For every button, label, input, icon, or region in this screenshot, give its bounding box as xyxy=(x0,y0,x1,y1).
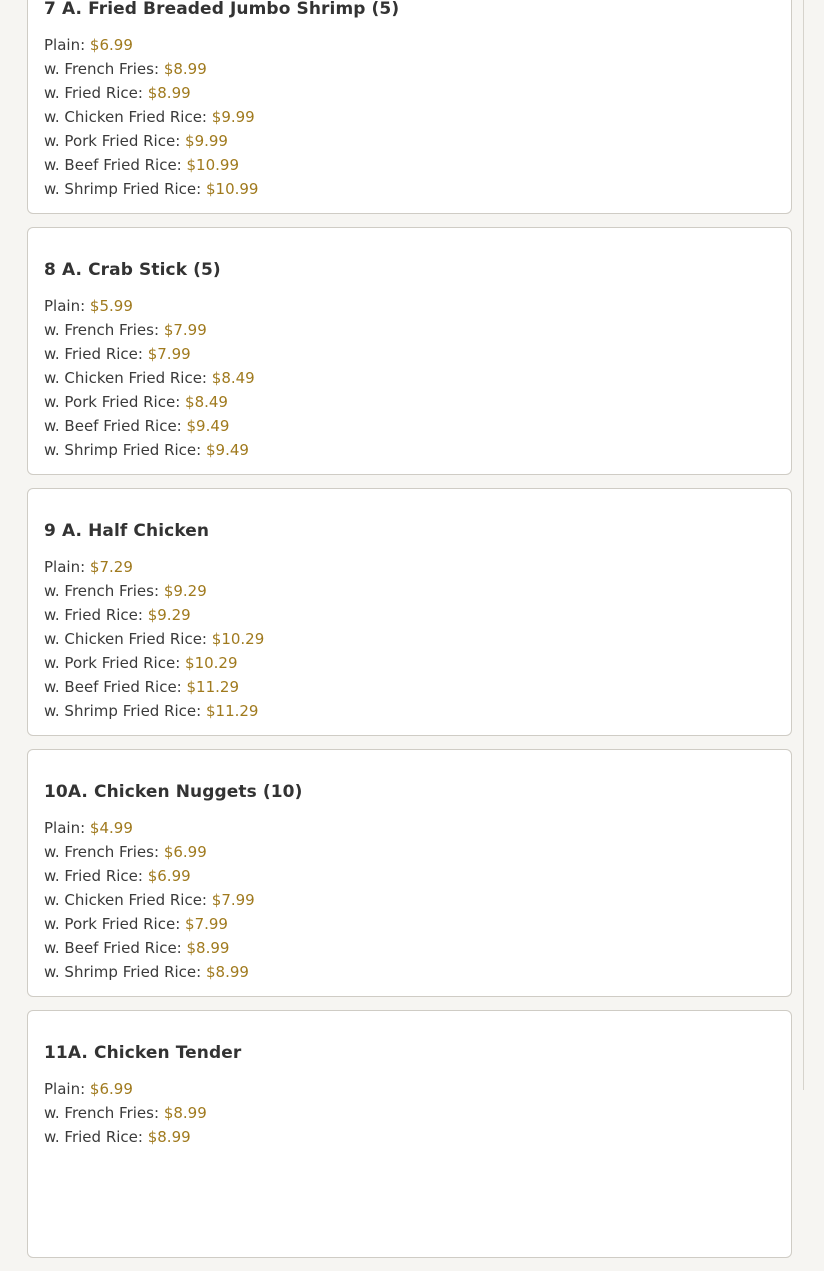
option-label: w. Shrimp Fried Rice: xyxy=(44,963,202,981)
option-price: $10.29 xyxy=(211,630,265,648)
option-label: w. Shrimp Fried Rice: xyxy=(44,702,202,720)
option-label: w. Pork Fried Rice: xyxy=(44,393,181,411)
option-price: $7.99 xyxy=(211,891,255,909)
price-option[interactable] xyxy=(44,912,775,936)
option-label: Plain: xyxy=(44,297,86,315)
option-label: w. Chicken Fried Rice: xyxy=(44,369,207,387)
price-option[interactable] xyxy=(44,129,775,153)
price-option[interactable] xyxy=(44,177,775,201)
option-label: Plain: xyxy=(44,819,86,837)
menu-item-title: 11A. Chicken Tender xyxy=(44,1043,242,1063)
option-price: $8.99 xyxy=(186,939,230,957)
price-option[interactable] xyxy=(44,864,775,888)
option-label: w. Pork Fried Rice: xyxy=(44,132,181,150)
option-label: w. Chicken Fried Rice: xyxy=(44,630,207,648)
option-label: w. Beef Fried Rice: xyxy=(44,678,182,696)
price-option[interactable] xyxy=(44,33,775,57)
price-option[interactable] xyxy=(44,816,775,840)
price-option[interactable] xyxy=(44,579,775,603)
option-price: $9.29 xyxy=(147,606,191,624)
price-option[interactable] xyxy=(44,81,775,105)
option-label: w. French Fries: xyxy=(44,582,160,600)
option-price: $7.99 xyxy=(185,915,228,933)
option-price: $7.99 xyxy=(147,345,191,363)
option-price: $8.99 xyxy=(147,1128,191,1146)
price-option[interactable] xyxy=(44,627,775,651)
price-option[interactable] xyxy=(44,153,775,177)
menu-item-card[interactable] xyxy=(27,488,792,736)
price-option[interactable] xyxy=(44,1101,775,1125)
option-label: w. French Fries: xyxy=(44,1104,160,1122)
option-price: $5.99 xyxy=(89,297,133,315)
price-option[interactable] xyxy=(44,675,775,699)
option-price: $7.29 xyxy=(89,558,133,576)
price-option[interactable] xyxy=(44,105,775,129)
price-option[interactable] xyxy=(44,342,775,366)
menu-item-title: 8 A. Crab Stick (5) xyxy=(44,260,221,280)
price-list xyxy=(44,33,775,201)
option-price: $6.99 xyxy=(89,1080,133,1098)
price-option[interactable] xyxy=(44,840,775,864)
price-option[interactable] xyxy=(44,936,775,960)
option-price: $9.49 xyxy=(186,417,230,435)
option-label: w. French Fries: xyxy=(44,843,160,861)
option-label: Plain: xyxy=(44,558,86,576)
option-price: $9.29 xyxy=(163,582,207,600)
option-label: w. French Fries: xyxy=(44,60,160,78)
option-price: $8.99 xyxy=(205,963,249,981)
option-price: $8.99 xyxy=(163,1104,207,1122)
option-price: $4.99 xyxy=(89,819,133,837)
menu-item-card[interactable] xyxy=(27,227,792,475)
menu-item-title: 9 A. Half Chicken xyxy=(44,521,210,541)
option-label: w. Pork Fried Rice: xyxy=(44,654,181,672)
price-list xyxy=(44,294,775,462)
option-price: $9.99 xyxy=(185,132,228,150)
option-price: $8.49 xyxy=(211,369,255,387)
menu-list xyxy=(27,0,792,1271)
price-option[interactable] xyxy=(44,438,775,462)
option-label: w. Fried Rice: xyxy=(44,345,143,363)
option-label: w. Beef Fried Rice: xyxy=(44,417,182,435)
option-label: Plain: xyxy=(44,36,86,54)
option-price: $11.29 xyxy=(205,702,259,720)
option-price: $10.99 xyxy=(205,180,259,198)
option-price: $6.99 xyxy=(163,843,207,861)
price-list xyxy=(44,1077,775,1149)
price-option[interactable] xyxy=(44,699,775,723)
menu-item-card[interactable] xyxy=(27,749,792,997)
option-label: w. Beef Fried Rice: xyxy=(44,939,182,957)
option-label: w. French Fries: xyxy=(44,321,160,339)
option-label: w. Chicken Fried Rice: xyxy=(44,108,207,126)
option-price: $6.99 xyxy=(147,867,191,885)
option-price: $7.99 xyxy=(163,321,207,339)
option-price: $9.99 xyxy=(211,108,255,126)
price-option[interactable] xyxy=(44,651,775,675)
price-option[interactable] xyxy=(44,366,775,390)
price-list xyxy=(44,816,775,984)
price-option[interactable] xyxy=(44,1077,775,1101)
option-label: w. Fried Rice: xyxy=(44,1128,143,1146)
menu-item-title: 10A. Chicken Nuggets (10) xyxy=(44,782,303,802)
price-option[interactable] xyxy=(44,294,775,318)
option-label: w. Beef Fried Rice: xyxy=(44,156,182,174)
price-option[interactable] xyxy=(44,888,775,912)
menu-item-card[interactable] xyxy=(27,1010,792,1258)
option-label: w. Shrimp Fried Rice: xyxy=(44,180,202,198)
option-price: $8.99 xyxy=(147,84,191,102)
price-option[interactable] xyxy=(44,414,775,438)
price-option[interactable] xyxy=(44,1125,775,1149)
option-price: $9.49 xyxy=(205,441,249,459)
option-label: w. Fried Rice: xyxy=(44,867,143,885)
price-option[interactable] xyxy=(44,555,775,579)
option-price: $6.99 xyxy=(89,36,133,54)
price-option[interactable] xyxy=(44,960,775,984)
option-label: Plain: xyxy=(44,1080,86,1098)
option-label: w. Chicken Fried Rice: xyxy=(44,891,207,909)
option-label: w. Fried Rice: xyxy=(44,606,143,624)
price-option[interactable] xyxy=(44,603,775,627)
price-list xyxy=(44,555,775,723)
option-label: w. Pork Fried Rice: xyxy=(44,915,181,933)
option-price: $10.99 xyxy=(186,156,240,174)
menu-item-title: 7 A. Fried Breaded Jumbo Shrimp (5) xyxy=(44,0,400,19)
price-option[interactable] xyxy=(44,390,775,414)
option-label: w. Fried Rice: xyxy=(44,84,143,102)
menu-item-card[interactable] xyxy=(27,0,792,214)
option-price: $10.29 xyxy=(185,654,238,672)
price-option[interactable] xyxy=(44,57,775,81)
price-option[interactable] xyxy=(44,318,775,342)
option-price: $8.49 xyxy=(185,393,228,411)
option-price: $8.99 xyxy=(163,60,207,78)
option-price: $11.29 xyxy=(186,678,240,696)
option-label: w. Shrimp Fried Rice: xyxy=(44,441,202,459)
